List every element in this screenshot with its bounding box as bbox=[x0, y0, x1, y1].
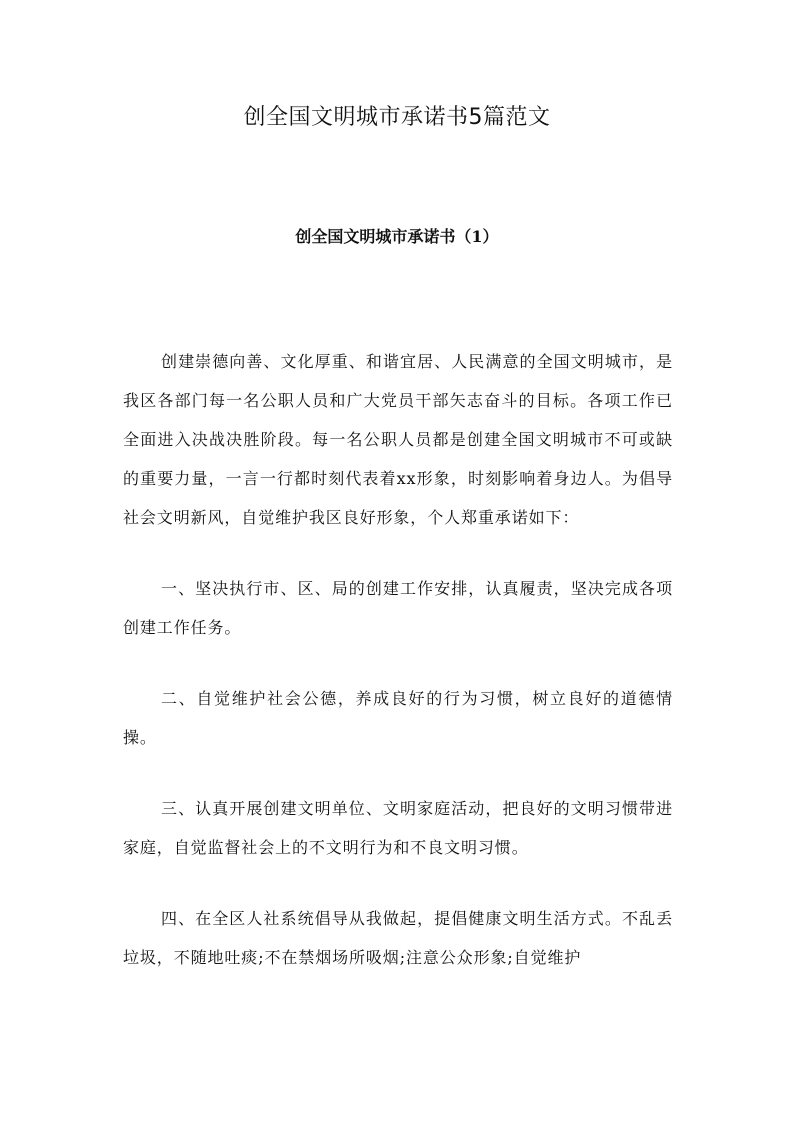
section-title: 创全国文明城市承诺书（1） bbox=[295, 227, 499, 246]
paragraph-pledge-3: 三、认真开展创建文明单位、文明家庭活动，把良好的文明习惯带进家庭，自觉监督社会上的不文明行为和不良文明习惯。 bbox=[123, 799, 673, 857]
paragraph-intro: 创建崇德向善、文化厚重、和谐宜居、人民满意的全国文明城市，是我区各部门每一名公职人员和广大党员干部矢志奋斗的目标。各项工作已全面进入决战决胜阶段。每一名公职人员都是创建全国文明城市不可或缺的重要力量，一言一行都时刻代表着xx形象，时刻影响着身边人。为倡导社会文明新风，自觉维护我区良好形象，个人郑重承诺如下： bbox=[123, 352, 673, 527]
document-body bbox=[123, 342, 673, 1009]
paragraph-pledge-2: 二、自觉维护社会公德，养成良好的行为习惯，树立良好的道德情操。 bbox=[123, 689, 673, 747]
paragraph-pledge-4: 四、在全区人社系统倡导从我做起，提倡健康文明生活方式。不乱丢垃圾，不随地吐痰;不在禁烟场所吸烟;注意公众形象;自觉维护 bbox=[123, 909, 673, 967]
paragraph-pledge-1: 一、坚决执行市、区、局的创建工作安排，认真履责，坚决完成各项创建工作任务。 bbox=[123, 579, 673, 637]
document-title: 创全国文明城市承诺书5篇范文 bbox=[243, 105, 551, 130]
